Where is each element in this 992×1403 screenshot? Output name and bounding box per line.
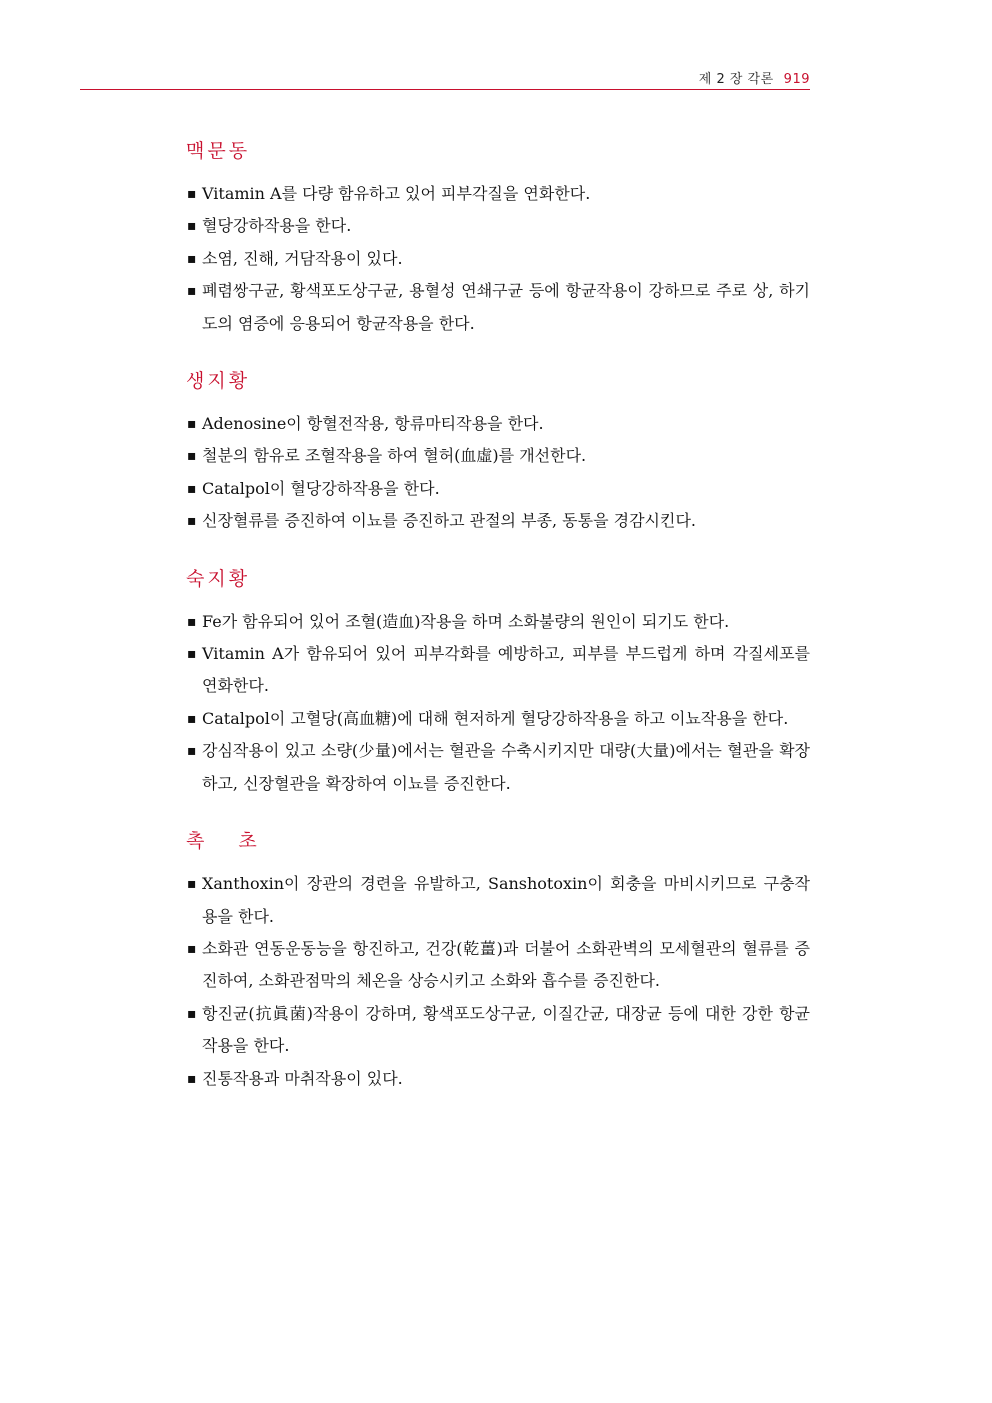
item-text: Adenosine이 항혈전작용, 항류마티작용을 한다. xyxy=(202,414,544,434)
bullet-icon: ▪ xyxy=(187,416,197,433)
bullet-icon: ▪ xyxy=(187,613,197,630)
bullet-icon: ▪ xyxy=(187,480,197,497)
section-maekmundong xyxy=(186,136,810,340)
list-item xyxy=(186,1063,810,1095)
list-item xyxy=(186,178,810,210)
section-chokcho xyxy=(186,826,810,1095)
section-title: 맥문동 xyxy=(186,140,251,162)
list-item xyxy=(186,275,810,340)
list-item xyxy=(186,638,810,703)
section-title: 생지황 xyxy=(186,370,251,393)
item-text: Catalpol이 혈당강하작용을 한다. xyxy=(202,478,440,498)
list-item xyxy=(186,868,810,933)
bullet-icon: ▪ xyxy=(187,186,197,202)
list-item xyxy=(186,735,810,800)
list-item xyxy=(186,473,810,505)
item-text: 진통작용과 마취작용이 있다. xyxy=(202,1068,403,1088)
list-item xyxy=(186,933,810,998)
bullet-icon: ▪ xyxy=(187,646,197,663)
section-saengjihwang xyxy=(186,366,810,538)
item-text: 소화관 연동운동능을 항진하고, 건강(乾薑)과 더불어 소화관벽의 모세혈관의 혈류를 증진하여, 소화관점막의 체온을 상승시키고 소화와 흡수를 증진한다. xyxy=(202,938,810,991)
page-content xyxy=(186,136,810,1121)
list-item xyxy=(186,210,810,242)
item-text: Catalpol이 고혈당(高血糖)에 대해 현저하게 혈당강하작용을 하고 이뇨작용을 한다. xyxy=(202,708,789,728)
section-sukjihwang xyxy=(186,564,810,800)
list-item xyxy=(186,505,810,537)
item-text: 신장혈류를 증진하여 이뇨를 증진하고 관절의 부종, 동통을 경감시킨다. xyxy=(202,511,696,531)
item-text: 폐렴쌍구균, 황색포도상구균, 용혈성 연쇄구균 등에 항균작용이 강하므로 주로 상, 하기도의 염증에 응용되어 항균작용을 한다. xyxy=(202,281,810,333)
bullet-icon: ▪ xyxy=(187,743,197,760)
item-text: 소염, 진해, 거담작용이 있다. xyxy=(202,248,403,268)
bullet-icon: ▪ xyxy=(187,250,197,267)
item-text: Fe가 함유되어 있어 조혈(造血)작용을 하며 소화불량의 원인이 되기도 한다. xyxy=(202,611,730,631)
bullet-icon: ▪ xyxy=(187,218,197,235)
bullet-icon: ▪ xyxy=(187,940,197,957)
list-item xyxy=(186,606,810,638)
item-text: Vitamin A가 함유되어 있어 피부각화를 예방하고, 피부를 부드럽게 하며 각질세포를 연화한다. xyxy=(202,644,810,696)
bullet-icon: ▪ xyxy=(187,1070,197,1087)
chapter-label: 제 2 장 각론 xyxy=(698,72,774,87)
bullet-icon: ▪ xyxy=(187,1005,197,1022)
bullet-icon: ▪ xyxy=(187,513,197,530)
bullet-icon: ▪ xyxy=(187,283,197,300)
list-item xyxy=(186,408,810,440)
list-item xyxy=(186,243,810,275)
list-item xyxy=(186,440,810,472)
item-text: Xanthoxin이 장관의 경련을 유발하고, Sanshotoxin이 회충을 마비시키므로 구충작용을 한다. xyxy=(202,874,810,926)
header-text xyxy=(699,68,810,87)
item-text: Vitamin A를 다량 함유하고 있어 피부각질을 연화한다. xyxy=(202,184,591,203)
page-header xyxy=(80,60,810,90)
section-title: 촉 초 xyxy=(186,830,271,853)
bullet-icon: ▪ xyxy=(187,710,197,727)
list-item xyxy=(186,703,810,735)
item-text: 항진균(抗眞菌)작용이 강하며, 황색포도상구균, 이질간균, 대장균 등에 대한 강한 항균작용을 한다. xyxy=(202,1003,810,1056)
item-text: 강심작용이 있고 소량(少量)에서는 혈관을 수축시키지만 대량(大量)에서는 혈관을 확장하고, 신장혈관을 확장하여 이뇨를 증진한다. xyxy=(202,741,810,793)
item-text: 혈당강하작용을 한다. xyxy=(202,216,352,236)
list-item xyxy=(186,998,810,1063)
section-title: 숙지황 xyxy=(186,567,251,590)
bullet-icon: ▪ xyxy=(187,448,197,465)
item-text: 철분의 함유로 조혈작용을 하여 혈허(血虛)를 개선한다. xyxy=(202,446,587,466)
bullet-icon: ▪ xyxy=(187,876,197,893)
page-number: 919 xyxy=(783,72,810,87)
